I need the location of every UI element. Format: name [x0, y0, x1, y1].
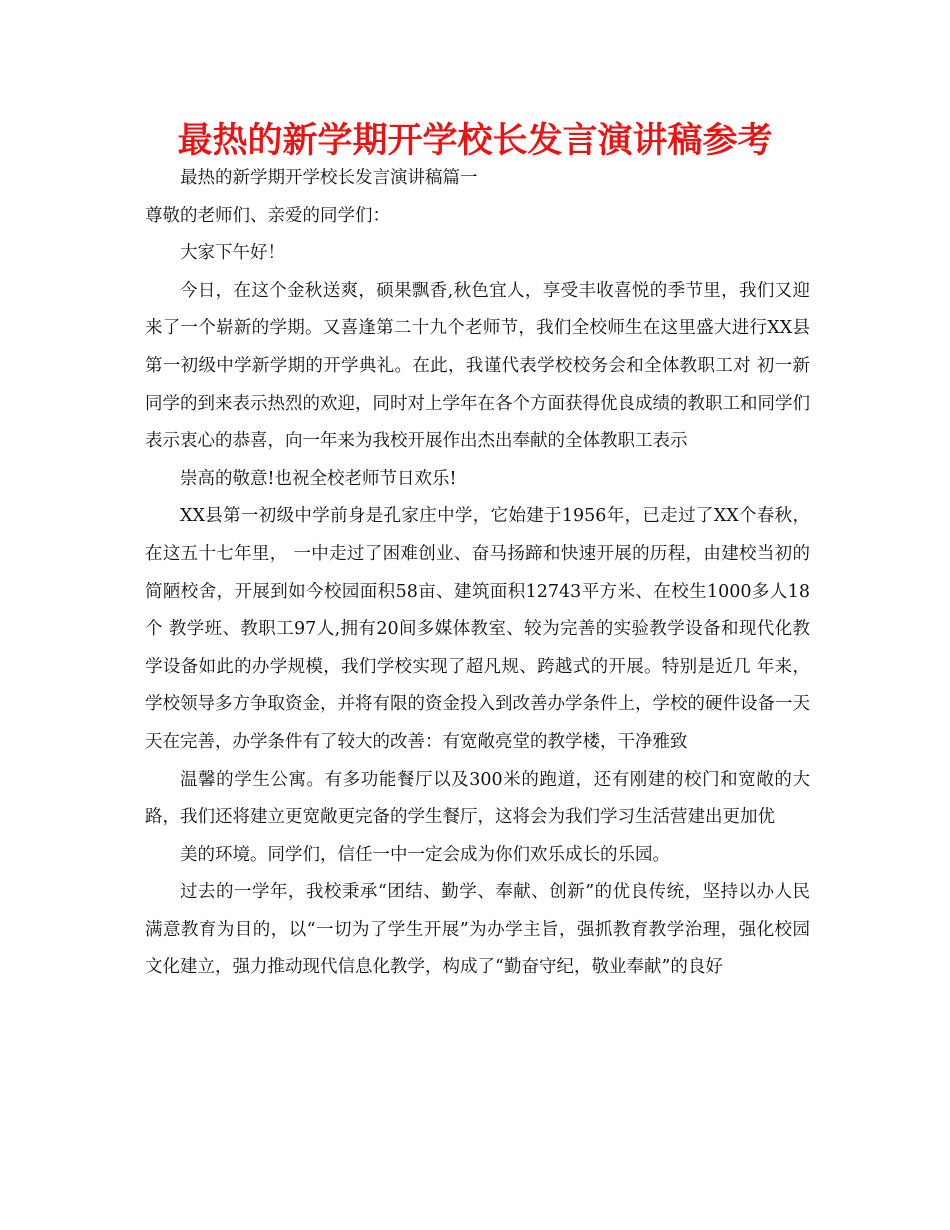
document-body: [145, 160, 810, 987]
document-subtitle: 最热的新学期开学校长发言演讲稿篇一: [180, 168, 478, 188]
paragraph-school-history: XX县第一初级中学前身是孔家庄中学，它始建于1956年，已走过了XX个春秋，在这五十七年里， 一中走过了困难创业、奋马扬蹄和快速开展的历程，由建校当初的简陋校舍，开展到如今校园面积58亩、建筑面积12743平方米、在校生1000多人18个 教学班、教职工97人,拥有20间多媒体教室、较为完善的实验教学设备和现代化教学设备如此的办学规模，我们学校实现了超凡规、跨越式的开展。特别是近几 年来，学校领导多方争取资金，并将有限的资金投入到改善办学条件上，学校的硬件设备一天天在完善，办学条件有了较大的改善：有宽敞亮堂的教学楼，干净雅致: [145, 506, 810, 752]
document-title: 最热的新学期开学校长发言演讲稿参考: [177, 121, 773, 161]
paragraph-respect: 崇高的敬意!也祝全校老师节日欢乐!: [180, 468, 457, 489]
paragraph-facilities: 温馨的学生公寓。有多功能餐厅以及300米的跑道，还有刚建的校门和宽敞的大路，我们还将建立更宽敞更完备的学生餐厅，这将会为我们学习生活营建出更加优: [145, 769, 810, 828]
paragraph-opening: 今日，在这个金秋送爽，硕果飘香,秋色宜人，享受丰收喜悦的季节里，我们又迎 来了一个崭新的学期。又喜逢第二十九个老师节，我们全校师生在这里盛大进行XX县第一初级中学新学期的开学典礼。在此，我谨代表学校校务会和全体教职工对 初一新同学的到来表示热烈的欢迎，同时对上学年在各个方面获得优良成绩的教职工和同学们表示衷心的恭喜，向一年来为我校开展作出杰出奉献的全体教职工表示: [145, 280, 810, 452]
paragraph-past-year: 过去的一学年，我校秉承“团结、勤学、奉献、创新”的优良传统，坚持以办人民 满意教育为目的，以“一切为了学生开展”为办学主旨，强抓教育教学治理，强化校园文化建立，强力推动现代信息化教学，构成了“勤奋守纪，敬业奉献”的良好: [145, 882, 810, 978]
salutation: 尊敬的老师们、亲爱的同学们：: [145, 205, 390, 226]
paragraph-environment: 美的环境。同学们，信任一中一定会成为你们欢乐成长的乐园。: [180, 844, 670, 865]
paragraph-greeting: 大家下午好！: [180, 243, 285, 264]
